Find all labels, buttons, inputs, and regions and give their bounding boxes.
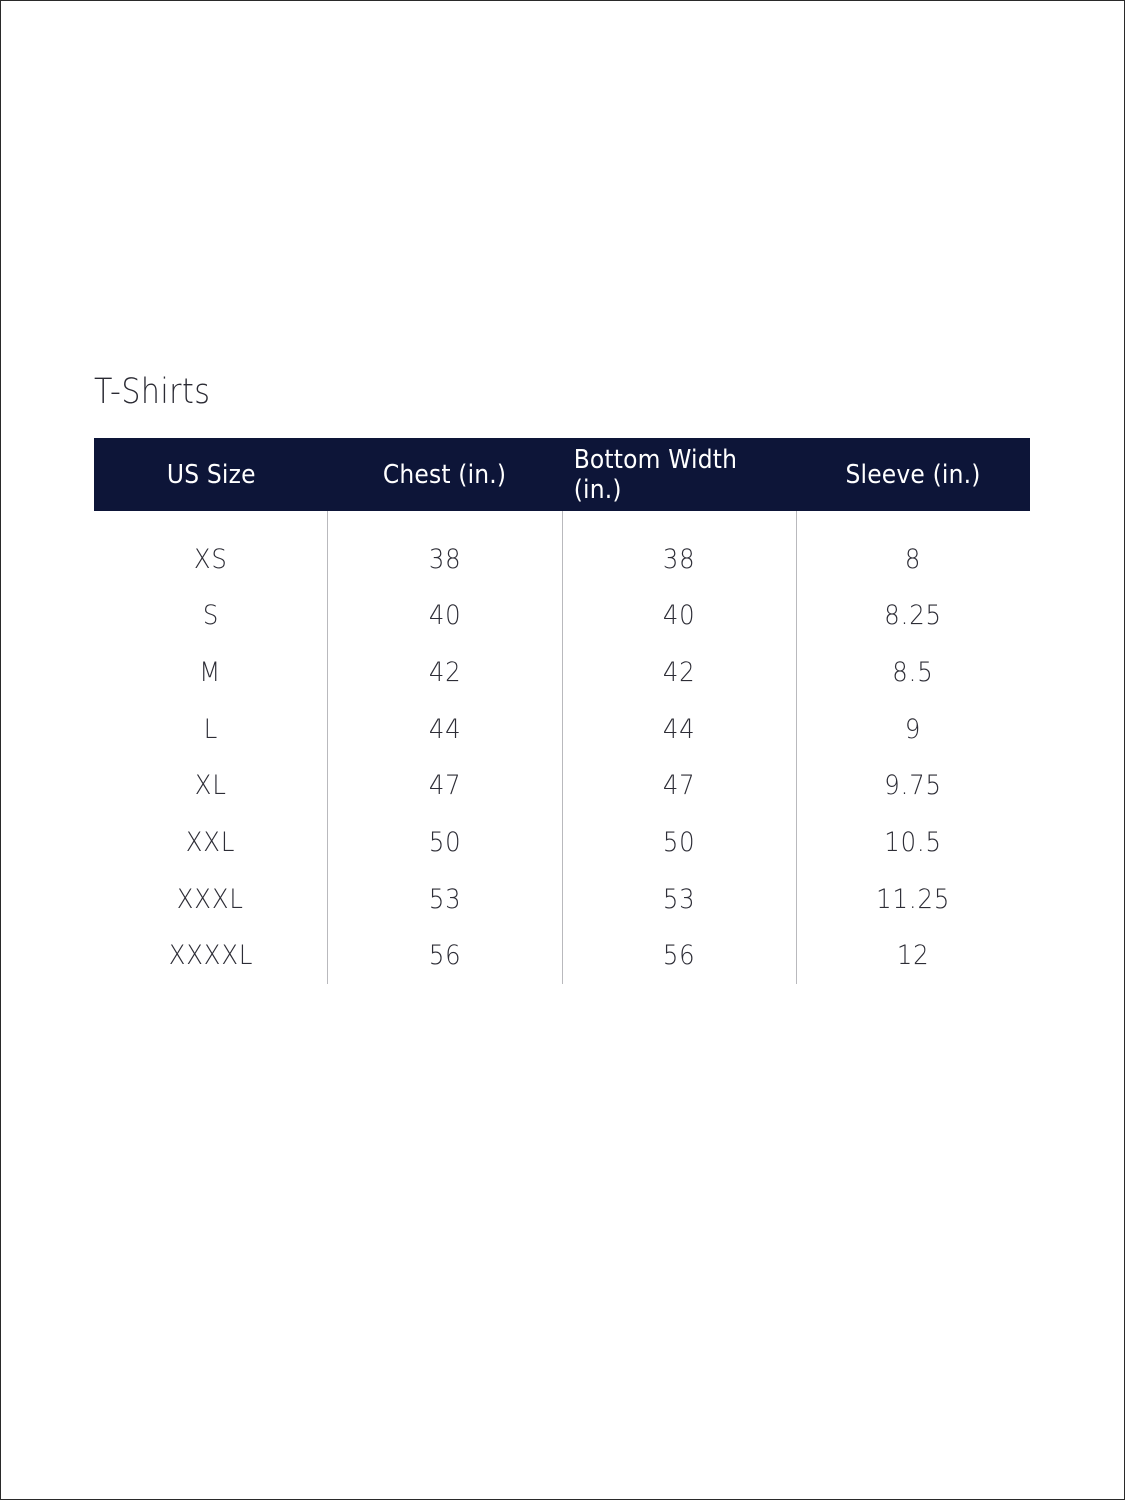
cell-value: XL <box>194 770 227 802</box>
table-cell <box>94 814 327 871</box>
cell-value: L <box>203 713 218 745</box>
header-label: Sleeve (in.) <box>845 459 981 490</box>
cell-value: 9.75 <box>884 770 943 802</box>
table-cell <box>94 927 327 984</box>
page-title: T-Shirts <box>94 372 211 412</box>
table-cell <box>797 644 1030 701</box>
cell-value: S <box>202 600 219 632</box>
table-cell <box>94 531 327 588</box>
column-sleeve <box>796 511 1030 984</box>
cell-value: 50 <box>428 826 462 858</box>
cell-value: 40 <box>662 600 696 632</box>
cell-value: 44 <box>662 713 696 745</box>
cell-value: 11.25 <box>876 883 951 915</box>
table-cell <box>563 927 796 984</box>
table-cell <box>94 644 327 701</box>
cell-value: 44 <box>428 713 462 745</box>
cell-value: XXL <box>185 826 236 858</box>
cell-value: 9 <box>905 713 922 745</box>
table-cell <box>563 644 796 701</box>
table-cell <box>328 758 561 815</box>
cell-value: 38 <box>662 543 696 575</box>
table-cell <box>797 758 1030 815</box>
table-cell <box>563 701 796 758</box>
table-cell <box>328 701 561 758</box>
table-cell <box>328 531 561 588</box>
cell-value: 50 <box>662 826 696 858</box>
cell-value: XXXXL <box>168 940 253 972</box>
cell-value: 47 <box>428 770 462 802</box>
size-chart-table <box>94 438 1030 984</box>
table-body <box>94 511 1030 984</box>
table-cell <box>94 871 327 928</box>
cell-value: 42 <box>428 657 462 689</box>
cell-value: 8.25 <box>884 600 943 632</box>
cell-value: 8.5 <box>892 657 935 689</box>
table-cell <box>94 758 327 815</box>
table-cell <box>797 588 1030 645</box>
header-bottom-width <box>562 438 796 511</box>
header-label: US Size <box>166 459 256 490</box>
table-cell <box>563 531 796 588</box>
cell-value: 47 <box>662 770 696 802</box>
cell-value: 8 <box>905 543 922 575</box>
column-us-size <box>94 511 327 984</box>
cell-value: 56 <box>662 940 696 972</box>
column-bottom-width <box>562 511 796 984</box>
table-cell <box>563 871 796 928</box>
table-cell <box>94 588 327 645</box>
cell-value: M <box>199 657 222 689</box>
cell-value: XS <box>193 543 228 575</box>
table-cell <box>328 927 561 984</box>
header-us-size <box>94 438 328 511</box>
table-cell <box>328 871 561 928</box>
table-cell <box>563 814 796 871</box>
table-cell <box>328 588 561 645</box>
cell-value: 42 <box>662 657 696 689</box>
table-cell <box>563 758 796 815</box>
header-chest <box>328 438 562 511</box>
table-cell <box>797 871 1030 928</box>
cell-value: 53 <box>428 883 462 915</box>
cell-value: 38 <box>428 543 462 575</box>
cell-value: 12 <box>897 940 930 972</box>
cell-value: 53 <box>662 883 696 915</box>
table-cell <box>328 644 561 701</box>
cell-value: XXXL <box>177 883 245 915</box>
table-cell <box>563 588 796 645</box>
table-header-row <box>94 438 1030 511</box>
header-label: Bottom Width (in.) <box>573 444 738 505</box>
cell-value: 10.5 <box>884 826 943 858</box>
table-cell <box>94 701 327 758</box>
table-cell <box>328 814 561 871</box>
cell-value: 56 <box>428 940 462 972</box>
header-sleeve <box>796 438 1030 511</box>
cell-value: 40 <box>428 600 462 632</box>
table-cell <box>797 701 1030 758</box>
column-chest <box>327 511 561 984</box>
table-cell <box>797 927 1030 984</box>
table-cell <box>797 814 1030 871</box>
table-cell <box>797 531 1030 588</box>
header-label: Chest (in.) <box>383 459 507 490</box>
